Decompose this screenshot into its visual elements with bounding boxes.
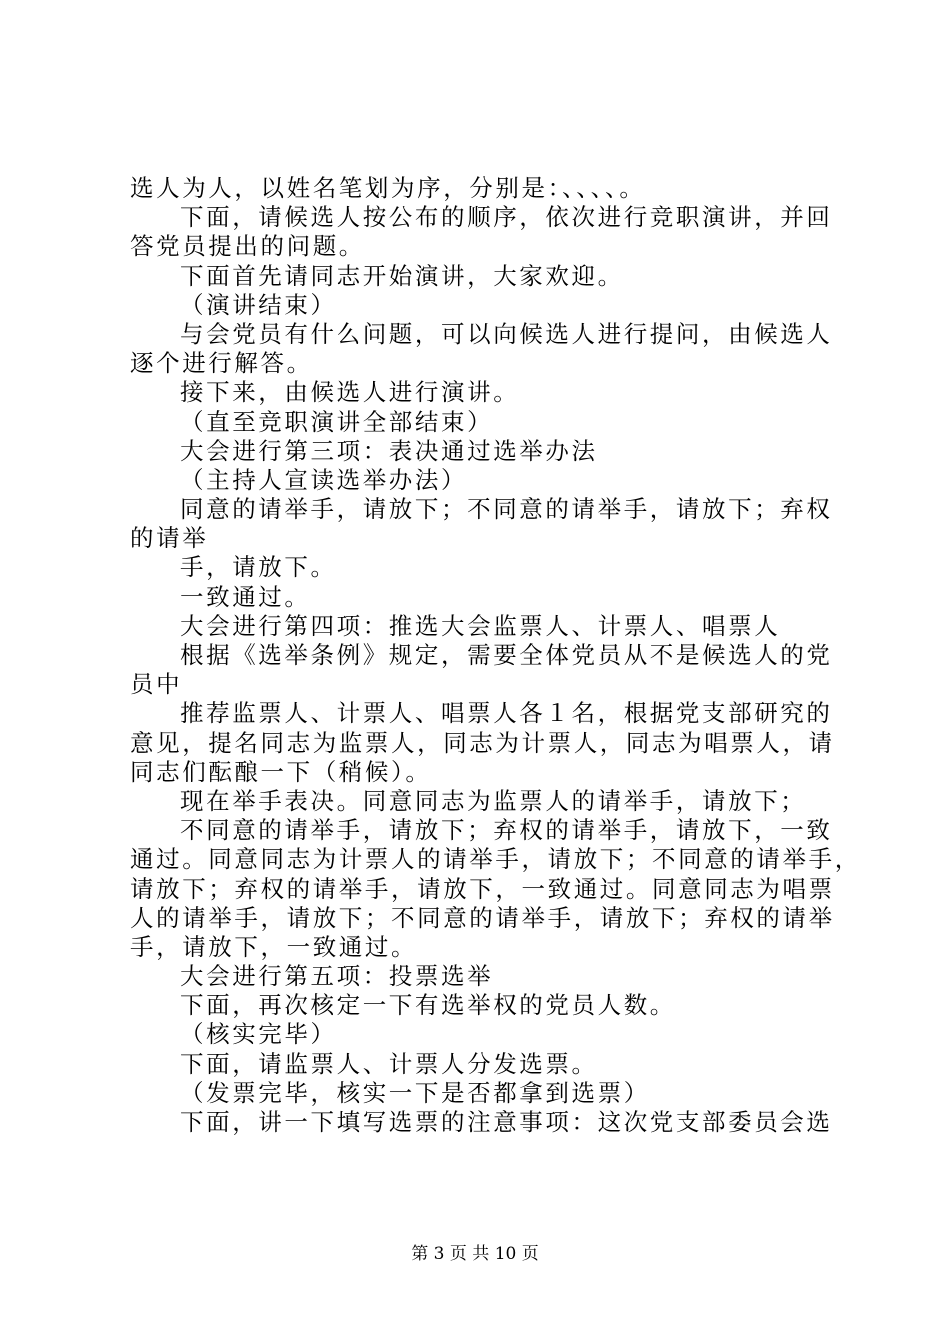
text-line: 请放下；弃权的请举手，请放下，一致通过。同意同志为唱票 [130, 874, 835, 903]
text-line: 员中 [130, 670, 183, 699]
text-line: 下面，讲一下填写选票的注意事项：这次党支部委员会选 [180, 1108, 833, 1136]
document-body [130, 174, 861, 1137]
text-line: （直至竞职演讲全部结束） [180, 407, 494, 436]
text-line: 同意的请举手，请放下；不同意的请举手，请放下；弃权 [180, 495, 833, 524]
text-line: 同志们酝酿一下（稍候）。 [130, 757, 432, 786]
text-line: 与会党员有什么问题，可以向候选人进行提问，由候选人 [180, 319, 833, 348]
text-line: 意见，提名同志为监票人，同志为计票人，同志为唱票人，请 [130, 728, 835, 757]
text-line: 选人为人，以姓名笔划为序，分别是：、、、、。 [130, 174, 646, 202]
text-line: 下面，再次核定一下有选举权的党员人数。 [180, 991, 676, 1020]
text-line: 大会进行第五项：投票选举 [180, 962, 494, 991]
text-line: （主持人宣读选举办法） [180, 465, 468, 494]
text-line: 手，请放下。 [180, 553, 337, 582]
text-line: 根据《选举条例》规定，需要全体党员从不是候选人的党 [180, 641, 833, 669]
text-line: （发票完毕，核实一下是否都拿到选票） [180, 1078, 650, 1107]
text-line: 逐个进行解答。 [130, 349, 313, 378]
text-line: 接下来，由候选人进行演讲。 [180, 378, 520, 407]
text-line: （演讲结束） [180, 290, 337, 319]
text-line: 下面首先请同志开始演讲，大家欢迎。 [180, 261, 624, 290]
text-line: 通过。同意同志为计票人的请举手，请放下；不同意的请举手， [130, 845, 861, 874]
text-line: （核实完毕） [180, 1020, 337, 1049]
text-line: 大会进行第三项：表决通过选举办法 [180, 436, 598, 465]
text-line: 答党员提出的问题。 [130, 232, 365, 261]
text-line: 不同意的请举手，请放下；弃权的请举手，请放下，一致 [180, 816, 833, 845]
text-line: 人的请举手，请放下；不同意的请举手，请放下；弃权的请举 [130, 903, 835, 932]
text-line: 手，请放下，一致通过。 [130, 932, 418, 961]
page-footer: 第 3 页 共 10 页 [411, 1244, 539, 1264]
text-line: 下面，请候选人按公布的顺序，依次进行竞职演讲，并回 [180, 203, 833, 232]
text-line: 一致通过。 [180, 582, 311, 611]
text-line: 推荐监票人、计票人、唱票人各１名，根据党支部研究的 [180, 699, 833, 728]
text-line: 大会进行第四项：推选大会监票人、计票人、唱票人 [180, 611, 781, 640]
text-line: 下面，请监票人、计票人分发选票。 [180, 1049, 598, 1078]
text-line: 现在举手表决。同意同志为监票人的请举手，请放下； [180, 786, 807, 815]
text-line: 的请举 [130, 524, 209, 553]
